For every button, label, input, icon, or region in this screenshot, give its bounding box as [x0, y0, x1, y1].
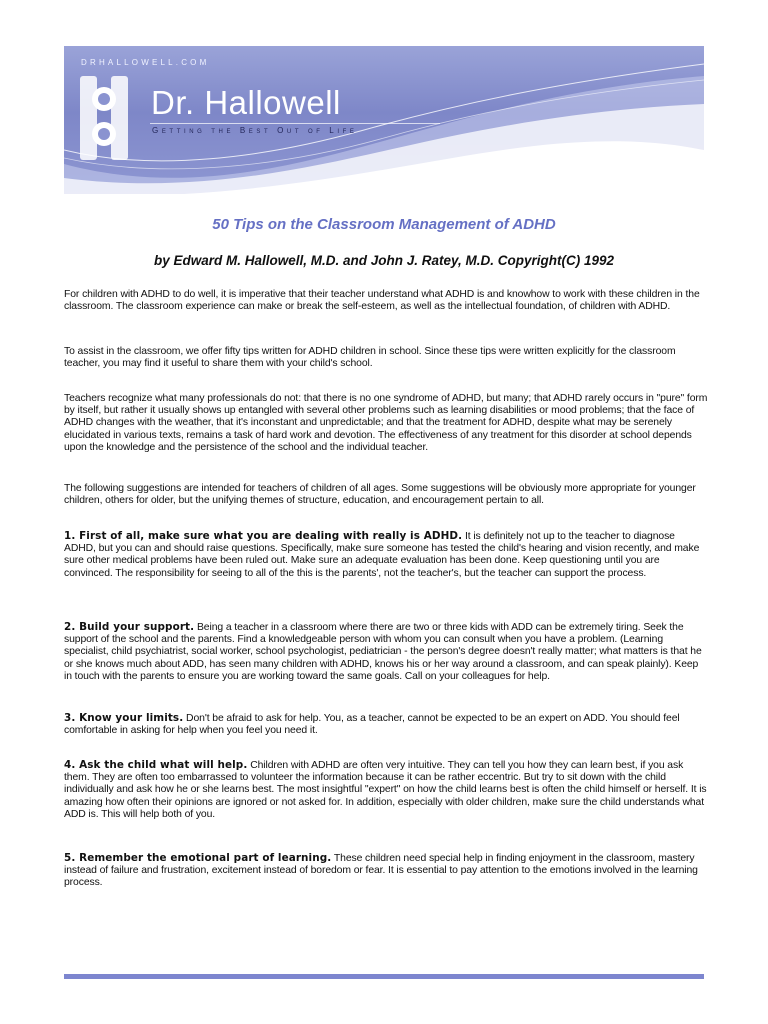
- intro-paragraph: Teachers recognize what many professionals do not: that there is no one syndrome of ADHD, but many; that ADHD rarely occurs in "pure" form by itself, but rather it usually shows up entangled with several other problems such as learning disabilities or mood problems; that the face of ADHD changes with the weather, that it's inconstant and unpredictable; and that the treatment for ADHD, despite what may be serenely elucidated in various texts, remains a task of hard work and devotion. The effectiveness of any treatment for this disorder at school depends upon the knowledge and the persistence of the school and the individual teacher.: [64, 393, 708, 453]
- tip-body: These children need special help in finding enjoyment in the classroom, mastery instead of failure and frustration, excitement instead of boredom or fear. It is essential to pay attention to the emotions involved in the learning process.: [64, 853, 698, 889]
- tip-item: [64, 852, 708, 890]
- tip-heading: 2. Build your support.: [64, 621, 195, 633]
- header-banner: [64, 46, 704, 194]
- tip-item: [64, 621, 708, 683]
- brand-tagline: Getting the Best Out of Life: [152, 126, 358, 135]
- tip-item: [64, 530, 708, 580]
- tip-body: Being a teacher in a classroom where there are two or three kids with ADD can be extremely tiring. Seek the support of the school and the parents. Find a knowledgeable person with whom you can consult when you have a problem. (Learning specialist, child psychiatrist, social worker, school psychologist, pediatrician - the person's degree doesn't really matter; what matters is that he or she knows much about ADD, has seen many children with ADHD, knows his or her way around a classroom, and can speak plainly). Keep in touch with the parents to ensure you are working toward the same goals. Call on your colleagues for help.: [64, 622, 702, 682]
- tip-heading: 3. Know your limits.: [64, 712, 184, 724]
- tip-item: [64, 759, 708, 821]
- document-byline: by Edward M. Hallowell, M.D. and John J. Ratey, M.D. Copyright(C) 1992: [153, 253, 615, 268]
- document-title: 50 Tips on the Classroom Management of ADHD: [212, 216, 556, 233]
- tagline-divider: [150, 123, 440, 124]
- brand-name: Dr. Hallowell: [151, 84, 341, 121]
- tip-item: [64, 712, 708, 737]
- intro-paragraph: To assist in the classroom, we offer fifty tips written for ADHD children in school. Since these tips were written explicitly for the classroom teacher, you may find it useful to share them with your child's school.: [64, 346, 676, 370]
- tip-heading: 5. Remember the emotional part of learning.: [64, 852, 332, 864]
- site-url[interactable]: DRHALLOWELL.COM: [81, 58, 210, 67]
- tip-body: Children with ADHD are often very intuitive. They can tell you how they can learn best, if you ask them. They are often too embarrassed to volunteer the information because it can be rather eccentric. But try to sit down with the child individually and ask how he or she learns best. The most insightful "expert" on how the child learns best is often the child himself or herself. It is amazing how often their opinions are ignored or not asked for. In addition, especially with older children, make sure the child understands what ADD is. This will help both of you.: [64, 760, 707, 820]
- intro-paragraph: The following suggestions are intended for teachers of children of all ages. Some suggestions will be obviously more appropriate for younger children, others for older, but the unifying themes of structure, education, and encouragement pertain to all.: [64, 483, 696, 507]
- footer-rule: [64, 974, 704, 979]
- tip-body: It is definitely not up to the teacher to diagnose ADHD, but you can and should raise questions. Specifically, make sure someone has tested the child's hearing and vision recently, and make sure other medical problems have been ruled out. Make sure an adequate evaluation has been done. Keep questioning until you are convinced. The responsibility for seeing to all of the this is the parents', not the teacher's, but the teacher can support the process.: [64, 531, 700, 579]
- tip-body: Don't be afraid to ask for help. You, as a teacher, cannot be expected to be an expert on ADD. You should feel comfortable in asking for help when you feel you need it.: [64, 713, 680, 737]
- tip-heading: 1. First of all, make sure what you are dealing with really is ADHD.: [64, 530, 463, 542]
- hallowell-h-logo-icon: [80, 76, 128, 160]
- tip-heading: 4. Ask the child what will help.: [64, 759, 248, 771]
- intro-paragraph: For children with ADHD to do well, it is imperative that their teacher understand what ADHD is and knowhow to work with these children in the classroom. The classroom experience can make or break the self-esteem, as well as the intellectual foundation, of children with ADHD.: [64, 289, 700, 313]
